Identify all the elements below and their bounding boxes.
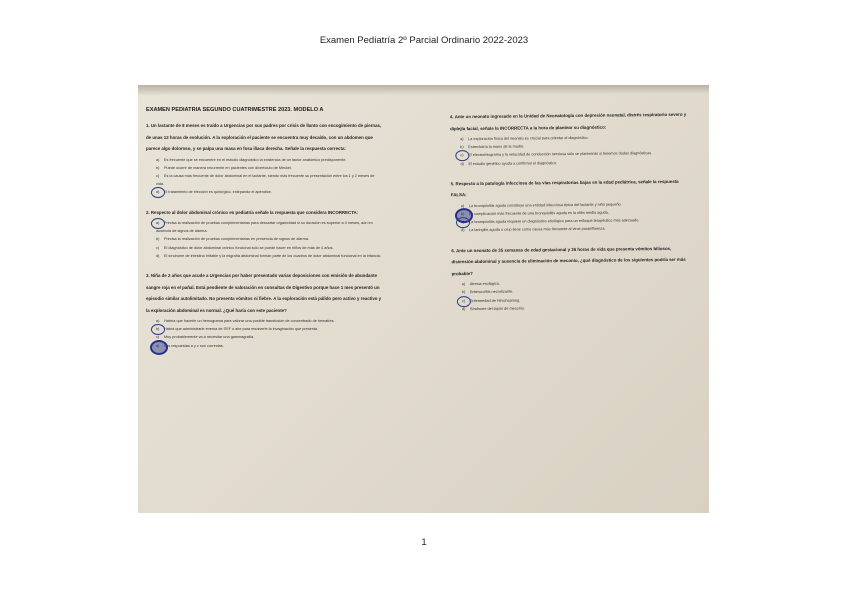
option-letter: d) bbox=[156, 253, 160, 258]
option-letter: d) bbox=[156, 190, 160, 195]
option-text: El tratamiento de elección es quirúrgico, extirpando el apéndice. bbox=[164, 190, 272, 195]
option-text: Puede ocurrir de manera recurrente en pacientes con divertículo de Meckel. bbox=[164, 165, 292, 170]
question-stem: 6. Ante un neonato de 35 semanas de edad gestacional y 36 horas de vida que presenta vómitos biliosos, distensión abdominal y ausencia de eliminación de meconio, ¿qué diagnóstico de los siguientes podría ser más probable? bbox=[451, 245, 686, 276]
option-letter: a) bbox=[461, 282, 466, 287]
question-list-right bbox=[450, 109, 692, 313]
option-text: Estrecharía la mano de la madre. bbox=[468, 144, 525, 150]
option-letter: d) bbox=[460, 161, 464, 166]
option-text: Habrá que administrarle enema de SSF o aire para resolverle la invaginación que presenta. bbox=[164, 327, 319, 332]
option-letter: a) bbox=[156, 319, 160, 324]
option-text: La laringitis aguda o crup tiene como causa más frecuente al virus parainfluenza. bbox=[469, 227, 606, 233]
exam-question bbox=[146, 120, 382, 197]
option-text: Síndrome del tapón de meconio. bbox=[469, 306, 525, 311]
pen-circle-mark bbox=[150, 340, 168, 355]
option-text: La exploración física del neonato es crucial para orientar el diagnóstico. bbox=[468, 135, 589, 142]
exam-question bbox=[450, 109, 691, 168]
exam-left-column bbox=[146, 107, 382, 360]
option-text: La complicación más frecuente de una bronquiolitis aguda es la otitis media aguda. bbox=[468, 210, 609, 217]
exam-question bbox=[146, 207, 382, 261]
answer-option bbox=[461, 224, 691, 235]
answer-options bbox=[450, 133, 690, 168]
option-text: El estudio genético ayuda a confirmar el diagnóstico. bbox=[468, 160, 558, 166]
answer-option bbox=[156, 156, 382, 164]
answer-options bbox=[452, 278, 692, 313]
option-text: Muy probablemente va a necesitar una gammagrafía. bbox=[164, 335, 255, 340]
exam-question bbox=[451, 176, 692, 235]
option-text: Es la causa más frecuente de dolor abdominal en el lactante, siendo más frecuente su presentación entre los 1 y 2 meses de vida. bbox=[156, 173, 375, 187]
option-letter: a) bbox=[156, 221, 160, 226]
option-letter: c) bbox=[156, 335, 160, 340]
answer-options bbox=[146, 156, 382, 197]
answer-option bbox=[156, 333, 382, 341]
option-text: Habría que hacerle un hemograma para valorar una posible transfusión de concentrado de hematíes. bbox=[164, 319, 335, 324]
question-stem: 5. Respecto a la patología infecciosa de las vías respiratorias bajas en la edad pediátrica, señale la respuesta FALSA: bbox=[450, 178, 679, 198]
option-text: Enterocolitis necrotizante. bbox=[469, 289, 514, 295]
option-letter: d) bbox=[461, 228, 465, 233]
option-text: El síndrome de intestino irritable y la migraña abdominal forman parte de los cuadros de dolor abdominal funcional en la infancia. bbox=[164, 253, 381, 258]
exam-question bbox=[146, 270, 382, 350]
answer-option bbox=[462, 302, 692, 313]
answer-option bbox=[156, 235, 382, 243]
question-stem: 3. Niña de 2 años que acude a Urgencias por haber presentado varias deposiciones con emisión de abundante sangre roja en el pañal. Está pendiente de valoración en consultas de Digestivo porque hace 1 mes presentó un episodio similar autolimitado. No presenta vómitos ni fiebre. A la exploración está pálido pero activo y reactivo y la exploración abdominal es normal. ¿Qué haría con este paciente? bbox=[146, 273, 382, 313]
answer-option bbox=[156, 317, 382, 325]
option-text: La bronquiolitis aguda constituye una entidad infecciosa típica del lactante y niño pequeño. bbox=[468, 202, 622, 208]
question-list-left bbox=[146, 120, 382, 350]
option-letter: b) bbox=[461, 290, 466, 295]
option-letter: b) bbox=[156, 165, 160, 170]
document-title: Examen Pediatría 2º Parcial Ordinario 2022-2023 bbox=[319, 35, 529, 46]
page-number: 1 bbox=[421, 537, 427, 548]
exam-right-column bbox=[450, 109, 692, 323]
exam-heading: EXAMEN PEDIATRIA SEGUNDO CUATRIMESTRE 2023. MODELO A bbox=[146, 107, 324, 113]
question-stem: 4. Ante un neonato ingresado en la Unidad de Neonatología con depresión neonatal, distrés respiratorio severo y diplejía facial, señale la INCORRECTA a la hora de plantear su diagnóstico: bbox=[449, 111, 687, 131]
option-letter: c) bbox=[156, 173, 160, 178]
answer-option bbox=[156, 219, 382, 235]
option-letter: a) bbox=[156, 157, 160, 162]
exam-question bbox=[451, 242, 692, 313]
answer-option bbox=[156, 188, 382, 196]
answer-option bbox=[156, 342, 382, 350]
answer-option bbox=[156, 252, 382, 260]
option-text: Atresia esofágica. bbox=[469, 281, 500, 287]
option-text: El electromiograma y la velocidad de conducción nerviosa sólo se plantearán si tenemos dudas diagnósticas. bbox=[468, 151, 653, 158]
option-letter: a) bbox=[460, 137, 464, 142]
option-text: Es frecuente que se encuentre en el estudio diagnóstico la existencia de un factor anatómico predisponente. bbox=[164, 157, 347, 162]
option-text: La bronquiolitis aguda requiere un diagnóstico etiológico para un enfoque terapéutico más adecuado. bbox=[469, 218, 640, 225]
exam-photo bbox=[138, 85, 709, 513]
answer-option bbox=[460, 157, 690, 168]
option-letter: b) bbox=[460, 145, 464, 150]
answer-option bbox=[156, 325, 382, 333]
option-text: Precisa la realización de pruebas complementarias para descartar organicidad si su duración es superior a 4 meses, aún en ausencia de signos de alarma. bbox=[156, 221, 373, 234]
option-letter: c) bbox=[461, 220, 465, 225]
answer-options bbox=[451, 200, 691, 235]
option-letter: c) bbox=[461, 298, 466, 303]
option-letter: c) bbox=[156, 245, 160, 250]
option-letter: a) bbox=[460, 203, 465, 208]
option-letter: b) bbox=[156, 237, 160, 242]
answer-option bbox=[156, 244, 382, 252]
option-letter: b) bbox=[460, 212, 465, 217]
answer-option bbox=[156, 164, 382, 172]
option-text: El diagnóstico de dolor abdominal crónico funcional sólo se puede hacer en niños de más de 4 años. bbox=[164, 245, 334, 250]
pen-circle-mark bbox=[151, 218, 165, 229]
option-text: Precisa la realización de pruebas complementarias en presencia de signos de alarma. bbox=[164, 237, 309, 242]
option-letter: c) bbox=[460, 153, 464, 158]
answer-options bbox=[146, 317, 382, 350]
answer-option bbox=[156, 172, 382, 188]
option-letter: d) bbox=[461, 306, 466, 311]
option-letter: d) bbox=[156, 343, 160, 348]
question-stem: 1. Un lactante de 8 meses es traído a Urgencias por sus padres por crisis de llanto con encogimiento de piernas, de unas 12 horas de evolución. A la exploración el paciente se encuentra muy decaído, con un abdomen que parece algo doloroso, y se palpa una masa en fosa ilíaca derecha. Señale la respuesta correcta: bbox=[146, 123, 382, 151]
question-stem: 2. Respecto al dolor abdominal crónico en pediatría señale la respuesta que considera INCORRECTA: bbox=[146, 209, 359, 215]
pen-circle-mark bbox=[151, 187, 165, 198]
option-text: Enfermedad de Hirschsprung. bbox=[469, 298, 521, 303]
option-letter: b) bbox=[156, 327, 160, 332]
answer-options bbox=[146, 219, 382, 260]
option-text: Las respuestas a y c son correctas. bbox=[164, 343, 224, 348]
